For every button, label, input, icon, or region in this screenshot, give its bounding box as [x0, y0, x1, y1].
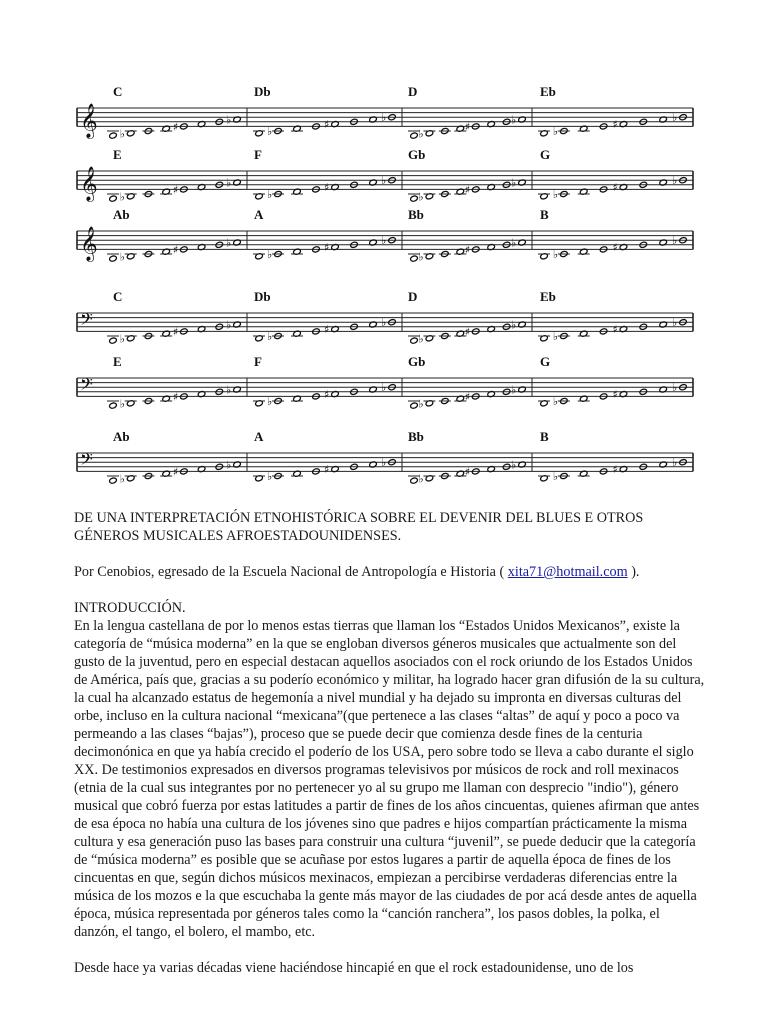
accidental: ♯: [464, 183, 471, 197]
key-label: E: [113, 354, 122, 369]
bass-system-2: [77, 354, 693, 410]
accidental: ♭: [511, 318, 517, 332]
key-label: G: [540, 354, 551, 369]
article-title: DE UNA INTERPRETACIÓN ETNOHISTÓRICA SOBRE EL DEVENIR DEL BLUES E OTROS GÉNEROS MUSICALES AFROESTADOUNIDENSES.: [74, 510, 644, 544]
accidental: ♭: [267, 395, 273, 408]
accidental: ♭: [672, 316, 678, 330]
accidental: ♯: [612, 241, 618, 255]
accidental: ♯: [324, 118, 330, 132]
accidental: ♭: [267, 330, 273, 343]
accidental: ♯: [612, 181, 618, 195]
accidental: ♯: [464, 243, 471, 257]
whole-note: [109, 337, 117, 344]
accidental: ♯: [172, 183, 179, 197]
accidental: ♭: [672, 381, 678, 395]
key-label: Gb: [408, 147, 426, 162]
accidental: ♯: [172, 120, 179, 134]
accidental: ♭: [418, 397, 424, 411]
key-label: F: [254, 354, 262, 369]
accidental: ♭: [511, 176, 517, 190]
bass-clef-icon: 𝄢: [80, 373, 93, 398]
bass-clef-icon: 𝄢: [80, 448, 93, 473]
bass-clef-icon: 𝄢: [80, 308, 93, 333]
accidental: ♭: [226, 176, 232, 190]
key-label: E: [113, 147, 122, 162]
whole-note: [109, 132, 117, 139]
article-body: [74, 509, 706, 977]
accidental: ♭: [119, 397, 125, 411]
accidental: ♭: [267, 248, 273, 261]
accidental: ♭: [418, 332, 424, 346]
accidental: ♯: [464, 120, 471, 134]
key-label: D: [408, 289, 418, 304]
accidental: ♭: [418, 127, 424, 141]
next-paragraph-fragment: Desde hace ya varias décadas viene haciéndose hincapié en que el rock estadounidense, uno de los: [74, 960, 634, 976]
whole-note: [109, 477, 117, 484]
key-label: B: [540, 207, 549, 222]
accidental: ♭: [381, 316, 387, 330]
accidental: ♭: [418, 472, 424, 486]
accidental: ♭: [119, 190, 125, 204]
key-label: F: [254, 147, 262, 162]
accidental: ♯: [612, 388, 618, 402]
byline-text: Por Cenobios, egresado de la Escuela Nacional de Antropología e Historia (: [74, 564, 508, 580]
accidental: ♭: [418, 250, 424, 264]
whole-note: [410, 132, 418, 139]
accidental: ♭: [672, 111, 678, 125]
accidental: ♭: [552, 330, 559, 343]
accidental: ♭: [119, 472, 125, 486]
accidental: ♯: [324, 463, 330, 477]
key-label: G: [540, 147, 551, 162]
accidental: ♭: [119, 332, 125, 346]
key-label: Db: [254, 84, 271, 99]
key-label: A: [254, 429, 264, 444]
accidental: ♭: [511, 458, 517, 472]
key-label: Eb: [540, 289, 556, 304]
blues-scale-notation-figure: [0, 0, 768, 500]
accidental: ♭: [267, 470, 273, 483]
accidental: ♭: [552, 125, 559, 138]
accidental: ♭: [511, 383, 517, 397]
accidental: ♯: [464, 390, 471, 404]
accidental: ♭: [267, 188, 273, 201]
accidental: ♯: [172, 390, 179, 404]
treble-clef-icon: 𝄞: [80, 166, 98, 202]
accidental: ♭: [381, 234, 387, 248]
key-label: Gb: [408, 354, 426, 369]
accidental: ♭: [672, 234, 678, 248]
accidental: ♯: [324, 323, 330, 337]
accidental: ♭: [226, 318, 232, 332]
treble-system-1: [77, 84, 693, 140]
introduction-paragraph: En la lengua castellana de por lo menos estas tierras que llaman los “Estados Unidos Mexicanos”, existe la categoría de “música moderna” en la que se engloban diversos géneros musicales que actualmente son del gusto de la juventud, pero en especial destacan aquellos asociados con el rock oriundo de los Estados Unidos de América, país que, gracias a su poderío económico y militar, ha logrado hacer gran difusión de la su cultura, la cual ha alcanzado estatus de hegemonía a nivel mundial y ha dejado su impronta en diversas culturas del orbe, incluso en la cultura nacional “mexicana”(que pertenece a las clases “altas” de aquí y poco a poco va permeando a las clases “bajas”), proceso que se puede decir que comienza desde fines de la centuria decimonónica en que ya había crecido el poderío de los USA, pero sobre todo se lleva a cabo durante el siglo XX. De testimonios expresados en diversos programas televisivos por músicos de rock and roll mexinacos (etnia de la cual sus integrantes por no pertenecer yo al su grupo me llaman con desprecio "indio"), género musical que cobró fuerza por estas latitudes a partir de fines de los años cincuentas, quienes afirman que antes de esa época no había una cultura de los jóvenes sino que padres e hijos compartían prácticamente la misma cultura y esa generación puso las bases para construir una cultura “juvenil”, se puede deducir que la categoría de “música moderna” es posible que se acuñase por estos lugares a partir de aquella época de fines de los cincuentas en que, según dichos músicos mexinacos, empiezan a percibirse verdaderas diferencias entre la música de los mozos e la que escuchaba la gente más mayor de las ciudades de por acá desde antes de aquella época, música representada por géneros tales como la “canción ranchera”, los pasos dobles, la polka, el danzón, el tango, el bolero, el mambo, etc.: [74, 618, 705, 940]
whole-note: [410, 195, 418, 202]
key-label: A: [254, 207, 264, 222]
byline-suffix: ).: [627, 564, 640, 580]
key-label: C: [113, 289, 123, 304]
accidental: ♯: [172, 325, 179, 339]
author-byline: [74, 563, 706, 581]
accidental: ♭: [672, 174, 678, 188]
accidental: ♯: [172, 465, 179, 479]
accidental: ♭: [381, 111, 387, 125]
key-label: Db: [254, 289, 271, 304]
accidental: ♭: [511, 113, 517, 127]
accidental: ♯: [324, 241, 330, 255]
accidental: ♯: [324, 181, 330, 195]
accidental: ♭: [418, 190, 424, 204]
accidental: ♭: [381, 456, 387, 470]
bass-system-3: [77, 429, 693, 485]
accidental: ♭: [552, 188, 559, 201]
accidental: ♭: [552, 248, 559, 261]
accidental: ♯: [612, 118, 618, 132]
section-heading-introduction: INTRODUCCIÓN.: [74, 600, 186, 616]
accidental: ♭: [119, 250, 125, 264]
accidental: ♭: [267, 125, 273, 138]
treble-system-2: [77, 147, 693, 203]
accidental: ♭: [226, 458, 232, 472]
accidental: ♯: [324, 388, 330, 402]
accidental: ♯: [464, 325, 471, 339]
key-label: Eb: [540, 84, 556, 99]
accidental: ♭: [552, 470, 559, 483]
whole-note: [109, 402, 117, 409]
accidental: ♯: [612, 463, 618, 477]
whole-note: [410, 255, 418, 262]
treble-system-3: [77, 207, 693, 263]
accidental: ♯: [464, 465, 471, 479]
author-email-link[interactable]: xita71@hotmail.com: [507, 564, 628, 580]
whole-note: [410, 402, 418, 409]
accidental: ♭: [381, 174, 387, 188]
accidental: ♭: [226, 236, 232, 250]
accidental: ♯: [172, 243, 179, 257]
whole-note: [410, 337, 418, 344]
accidental: ♭: [552, 395, 559, 408]
accidental: ♭: [672, 456, 678, 470]
key-label: Bb: [408, 429, 424, 444]
key-label: Ab: [113, 429, 130, 444]
key-label: Bb: [408, 207, 424, 222]
whole-note: [109, 255, 117, 262]
key-label: Ab: [113, 207, 130, 222]
key-label: D: [408, 84, 418, 99]
accidental: ♯: [612, 323, 618, 337]
accidental: ♭: [381, 381, 387, 395]
key-label: B: [540, 429, 549, 444]
treble-clef-icon: 𝄞: [80, 103, 98, 139]
whole-note: [410, 477, 418, 484]
accidental: ♭: [226, 113, 232, 127]
whole-note: [109, 195, 117, 202]
accidental: ♭: [511, 236, 517, 250]
treble-clef-icon: 𝄞: [80, 226, 98, 262]
accidental: ♭: [226, 383, 232, 397]
accidental: ♭: [119, 127, 125, 141]
key-label: C: [113, 84, 123, 99]
bass-system-1: [77, 289, 693, 345]
